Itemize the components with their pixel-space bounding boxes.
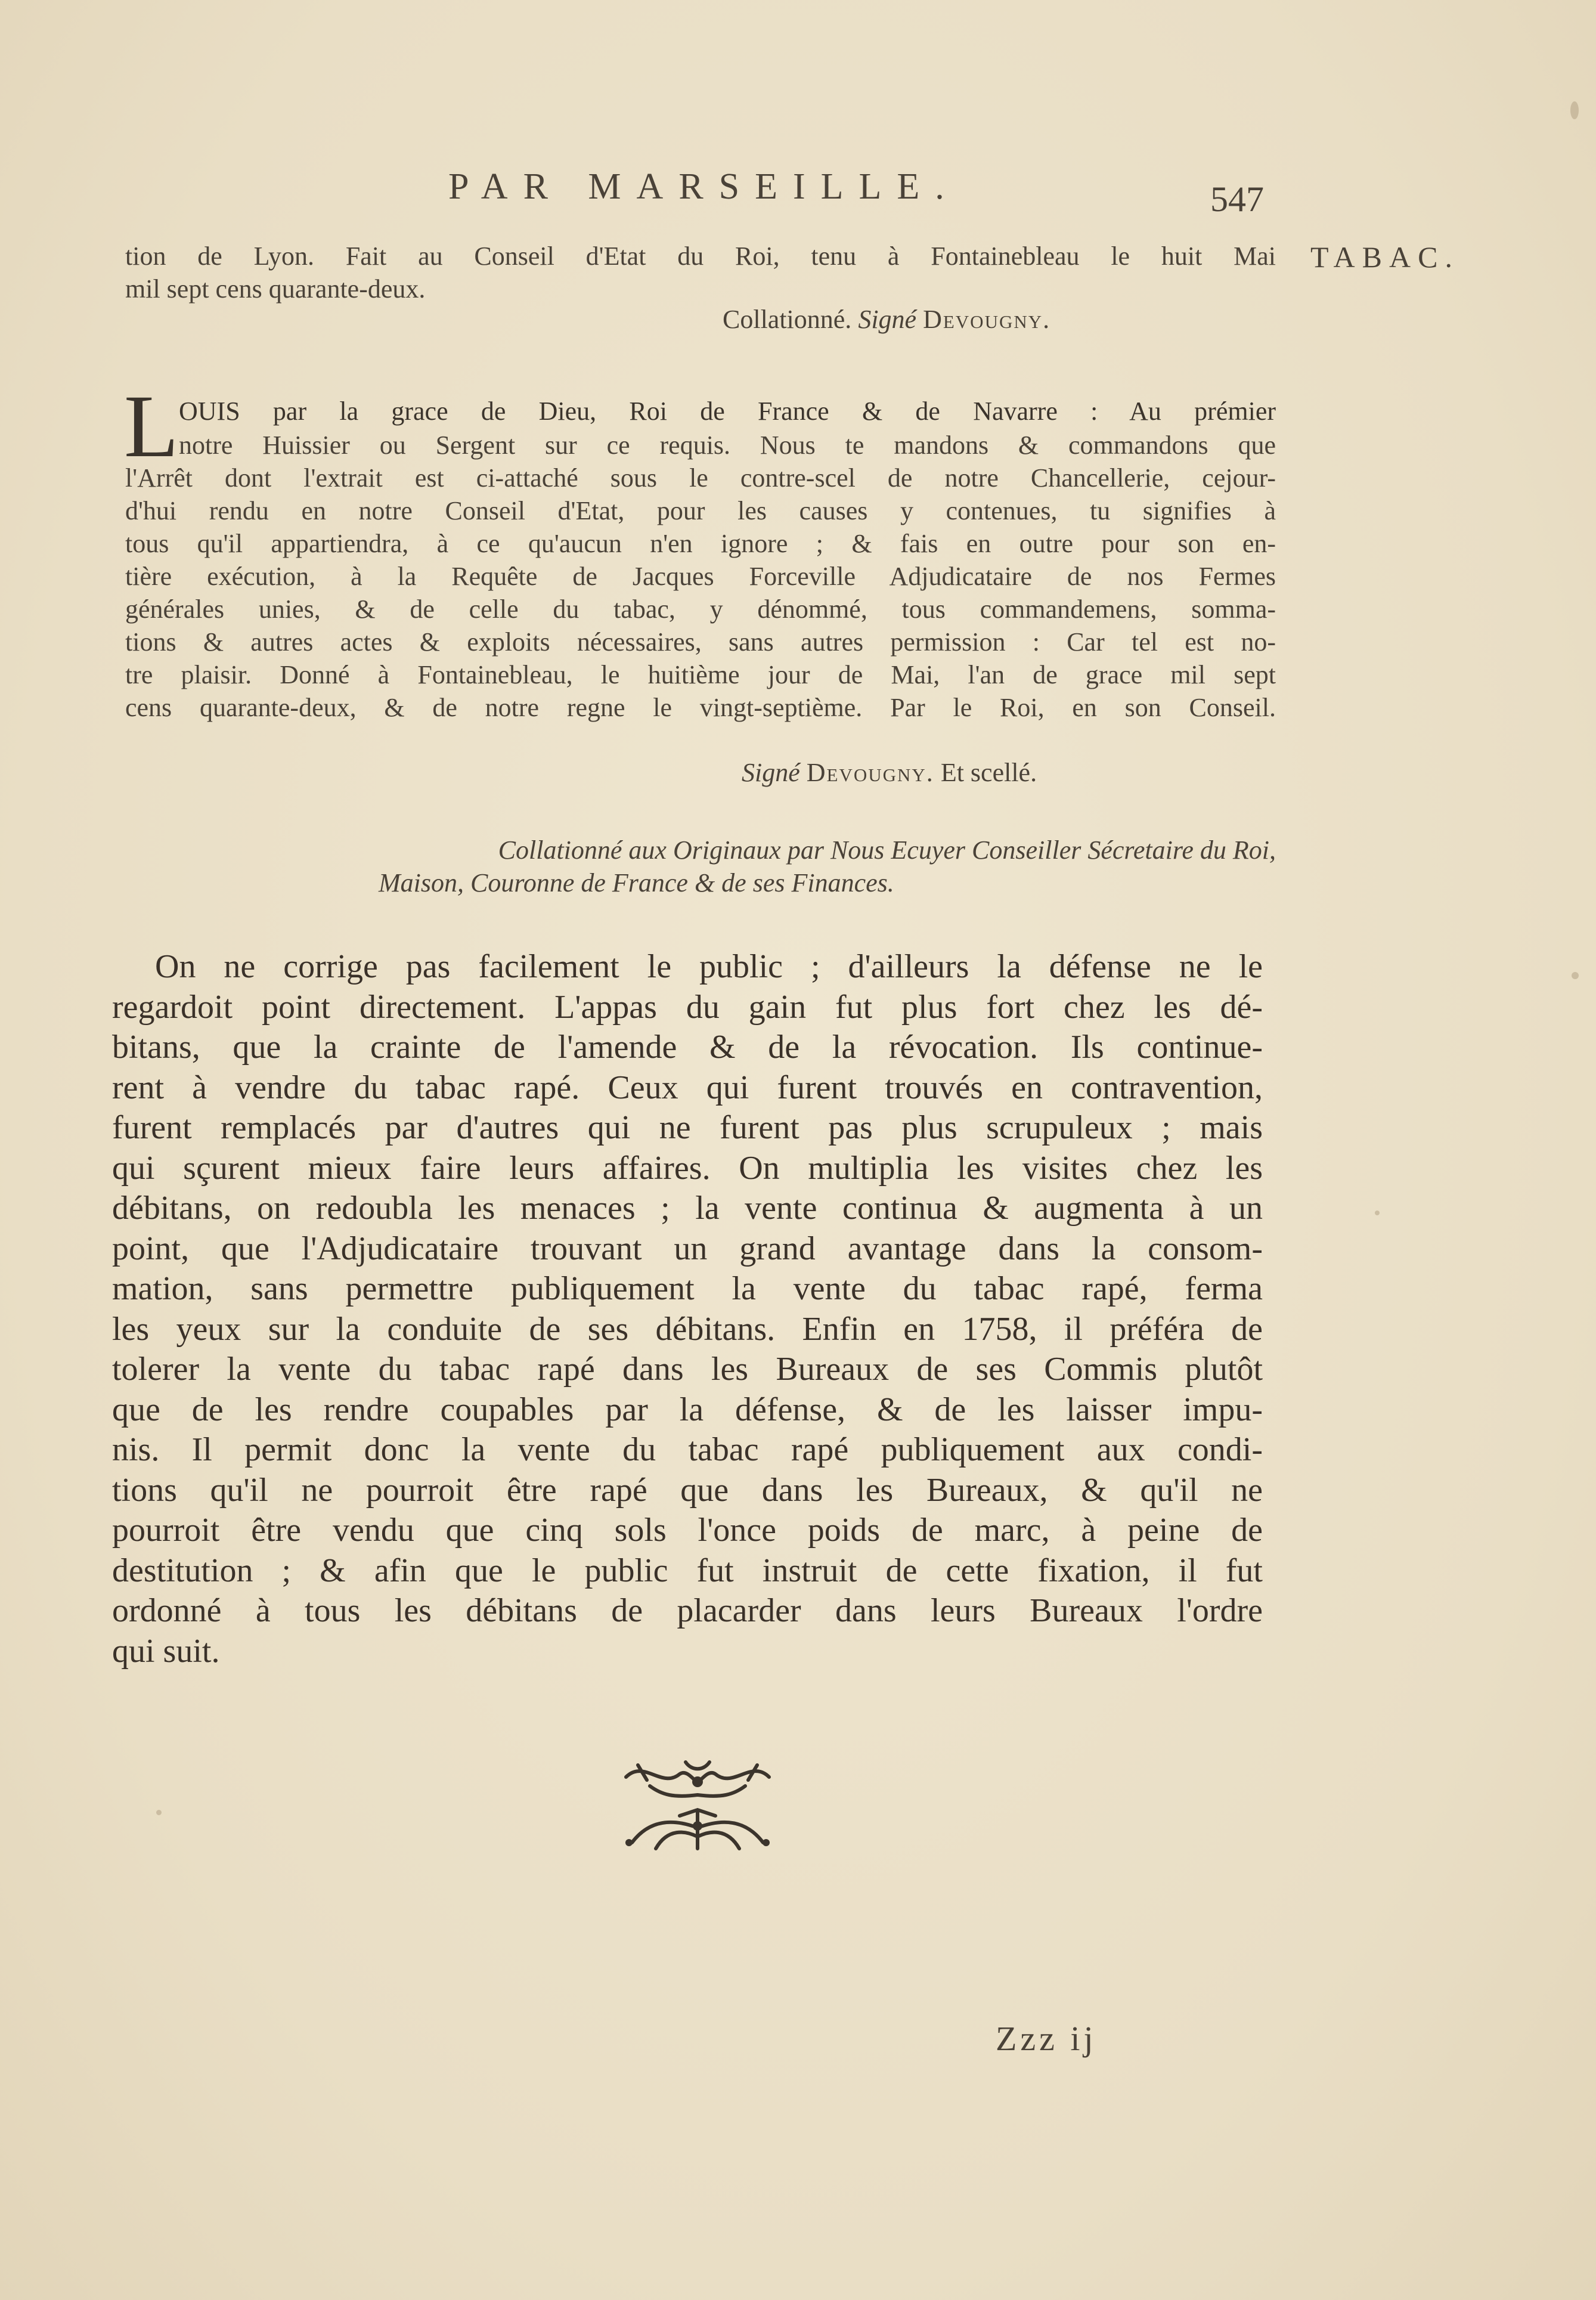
body-line: débitans, on redoubla les menaces ; la vente continua & augmenta à un xyxy=(112,1190,1263,1227)
body-line: point, que l'Adjudicataire trouvant un grand avantage dans la consom- xyxy=(112,1230,1263,1267)
letters-line: d'hui rendu en notre Conseil d'Etat, pour les causes y contenues, tu signifies à xyxy=(125,496,1276,525)
body-line: regardoit point directement. L'appas du gain fut plus fort chez les dé- xyxy=(112,988,1263,1026)
body-line: tolerer la vente du tabac rapé dans les Bureaux de ses Commis plutôt xyxy=(112,1351,1263,1388)
body-line: pourroit être vendu que cinq sols l'once poids de marc, à peine de xyxy=(112,1512,1263,1549)
letters-line: tre plaisir. Donné à Fontainebleau, le huitième jour de Mai, l'an de grace mil sept xyxy=(125,660,1276,689)
body-line: qui sçurent mieux faire leurs affaires. On multiplia les visites chez les xyxy=(112,1149,1263,1187)
body-line: nis. Il permit donc la vente du tabac rapé publiquement aux condi- xyxy=(112,1431,1263,1468)
paper-spot xyxy=(1572,972,1579,979)
signe-word: Signé xyxy=(742,758,800,787)
letters-line: cens quarante-deux, & de notre regne le vingt-septième. Par le Roi, en son Conseil. xyxy=(125,693,1276,722)
body-line: rent à vendre du tabac rapé. Ceux qui furent trouvés en contravention, xyxy=(112,1069,1263,1106)
body-line: ordonné à tous les débitans de placarder dans leurs Bureaux l'ordre xyxy=(112,1592,1263,1629)
letters-line: tière exécution, à la Requête de Jacques Forceville Adjudicataire de nos Fermes xyxy=(125,562,1276,591)
body-line: mation, sans permettre publiquement la vente du tabac rapé, ferma xyxy=(112,1270,1263,1307)
collation-note-line-1: Collationné aux Originaux par Nous Ecuyer Conseiller Sécretaire du Roi, xyxy=(498,835,1276,865)
scelle-text: Et scellé. xyxy=(940,758,1037,787)
letters-line: tions & autres actes & exploits nécessaires, sans autres permission : Car tel est no- xyxy=(125,627,1276,657)
letters-line: tous qu'il appartiendra, à ce qu'aucun n'en ignore ; & fais en outre pour son en- xyxy=(125,529,1276,558)
letters-patent-body xyxy=(125,462,1276,724)
signatory-name: Devougny. xyxy=(806,758,934,787)
collation-note-line-2: Maison, Couronne de France & de ses Finances. xyxy=(379,868,894,897)
body-line: que de les rendre coupables par la défense, & de les laisser impu- xyxy=(112,1391,1263,1428)
fleuron-ornament-icon xyxy=(614,1753,781,1855)
paper-spot xyxy=(1570,101,1579,119)
body-line: tions qu'il ne pourroit être rapé que dans les Bureaux, & qu'il ne xyxy=(112,1471,1263,1509)
body-line: les yeux sur la conduite de ses débitans. Enfin en 1758, il préféra de xyxy=(112,1310,1263,1348)
body-line: qui suit. xyxy=(112,1632,220,1670)
body-line: bitans, que la crainte de l'amende & de la révocation. Ils continue- xyxy=(112,1029,1263,1066)
page-number: 547 xyxy=(1210,179,1264,219)
body-line: furent remplacés par d'autres qui ne furent pas plus scrupuleux ; mais xyxy=(112,1109,1263,1146)
letters-patent-line-2-wrapper xyxy=(179,429,1276,462)
drop-cap-letter: L xyxy=(124,377,179,476)
letters-line: notre Huissier ou Sergent sur ce requis. Nous te mandons & commandons que xyxy=(179,431,1276,460)
collationne-prefix: Collationné. xyxy=(723,305,852,334)
letters-line: l'Arrêt dont l'extrait est ci-attaché sous le contre-scel de notre Chancellerie, cejour- xyxy=(125,463,1276,493)
signe-word: Signé xyxy=(858,305,917,334)
running-head: PAR MARSEILLE. xyxy=(448,166,960,207)
letters-line: générales unies, & de celle du tabac, y dénommé, tous commandemens, somma- xyxy=(125,595,1276,624)
paper-spot xyxy=(1375,1211,1380,1215)
continuation-line-1: tion de Lyon. Fait au Conseil d'Etat du Roi, tenu à Fontainebleau le huit Mai xyxy=(125,242,1276,271)
second-signature xyxy=(742,757,1037,788)
collation-note xyxy=(310,834,1276,899)
body-line: On ne corrige pas facilement le public ; d'ailleurs la défense ne le xyxy=(155,948,1263,985)
signature-mark: Zzz ij xyxy=(996,2019,1097,2058)
body-line: destitution ; & afin que le public fut instruit de cette fixation, il fut xyxy=(112,1552,1263,1589)
continuation-paragraph xyxy=(125,240,1276,305)
margin-note: TABAC. xyxy=(1310,240,1459,274)
paper-spot xyxy=(156,1810,162,1815)
collationne-signature xyxy=(723,304,1050,335)
signatory-name: Devougny. xyxy=(923,305,1051,334)
body-paragraph xyxy=(112,947,1263,1671)
letters-first-line: OUIS par la grace de Dieu, Roi de France & de Navarre : Au prémier xyxy=(179,397,1276,426)
continuation-line-2: mil sept cens quarante-deux. xyxy=(125,274,426,304)
